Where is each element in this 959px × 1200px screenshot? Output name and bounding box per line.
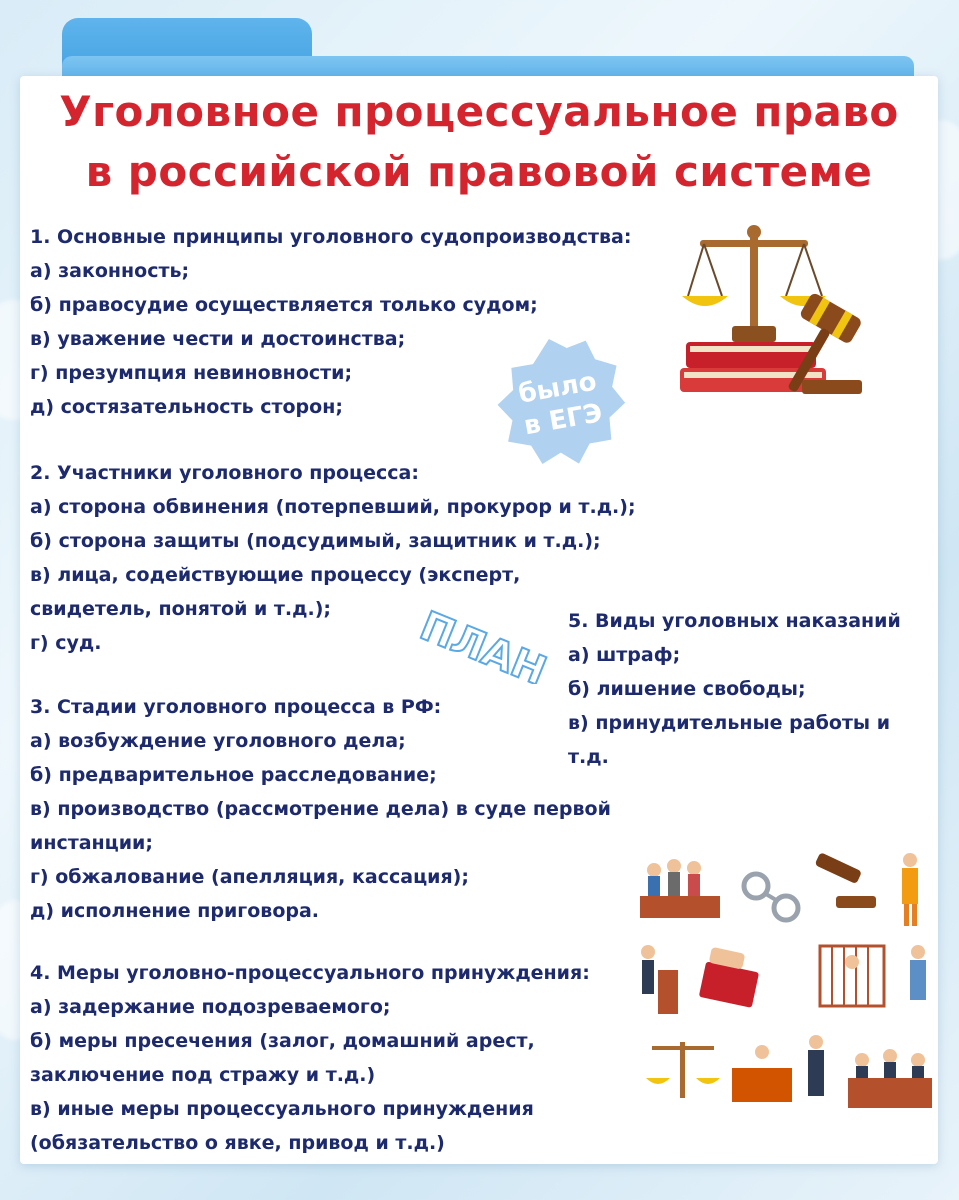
list-item: в) иные меры процессуального принуждения xyxy=(30,1098,534,1120)
list-item: в) лица, содействующие процессу (эксперт, xyxy=(30,564,521,586)
section-heading: 4. Меры уголовно-процессуального принуждения: xyxy=(30,962,590,984)
section-heading: 2. Участники уголовного процесса: xyxy=(30,462,419,484)
list-item: а) штраф; xyxy=(568,644,681,666)
stamp-line-1: было xyxy=(516,366,599,410)
exam-stamp-badge xyxy=(486,332,634,472)
list-item: г) презумпция невиновности; xyxy=(30,362,353,384)
stamp-line-2: в ЕГЭ xyxy=(521,398,605,442)
list-item: г) суд. xyxy=(30,632,102,654)
plan-text: ПЛАН xyxy=(413,604,553,684)
list-item: д) состязательность сторон; xyxy=(30,396,343,418)
list-item: д) исполнение приговора. xyxy=(30,900,320,922)
list-item: инстанции; xyxy=(30,832,153,854)
section-coercion xyxy=(30,956,590,1160)
scales-icon xyxy=(676,214,916,400)
list-item: а) законность; xyxy=(30,260,190,282)
list-item: б) лишение свободы; xyxy=(568,678,806,700)
section-heading: 5. Виды уголовных наказаний xyxy=(568,610,901,632)
section-heading: 3. Стадии уголовного процесса в РФ: xyxy=(30,696,442,718)
list-item: в) принудительные работы и xyxy=(568,712,891,734)
section-heading: 1. Основные принципы уголовного судопроизводства: xyxy=(30,226,632,248)
list-item: б) правосудие осуществляется только судом; xyxy=(30,294,538,316)
list-item: т.д. xyxy=(568,746,609,768)
list-item: а) сторона обвинения (потерпевший, прокурор и т.д.); xyxy=(30,496,636,518)
list-item: в) уважение чести и достоинства; xyxy=(30,328,406,350)
title-line-1: Уголовное процессуальное право xyxy=(59,87,899,136)
section-stages xyxy=(30,690,611,928)
list-item: в) производство (рассмотрение дела) в суде первой xyxy=(30,798,611,820)
page-title xyxy=(20,82,938,202)
list-item: а) возбуждение уголовного дела; xyxy=(30,730,406,752)
title-line-2: в российской правовой системе xyxy=(85,147,873,196)
list-item: б) предварительное расследование; xyxy=(30,764,437,786)
plan-label xyxy=(398,604,568,684)
list-item: б) меры пресечения (залог, домашний арест, xyxy=(30,1030,535,1052)
list-item: заключение под стражу и т.д.) xyxy=(30,1064,376,1086)
stamp-icon xyxy=(486,332,634,472)
list-item: свидетель, понятой и т.д.); xyxy=(30,598,331,620)
section-punishments xyxy=(568,604,901,774)
list-item: г) обжалование (апелляция, кассация); xyxy=(30,866,469,888)
list-item: а) задержание подозреваемого; xyxy=(30,996,391,1018)
list-item: (обязательство о явке, привод и т.д.) xyxy=(30,1132,445,1154)
courtroom-icon xyxy=(636,846,936,1126)
list-item: б) сторона защиты (подсудимый, защитник и т.д.); xyxy=(30,530,601,552)
